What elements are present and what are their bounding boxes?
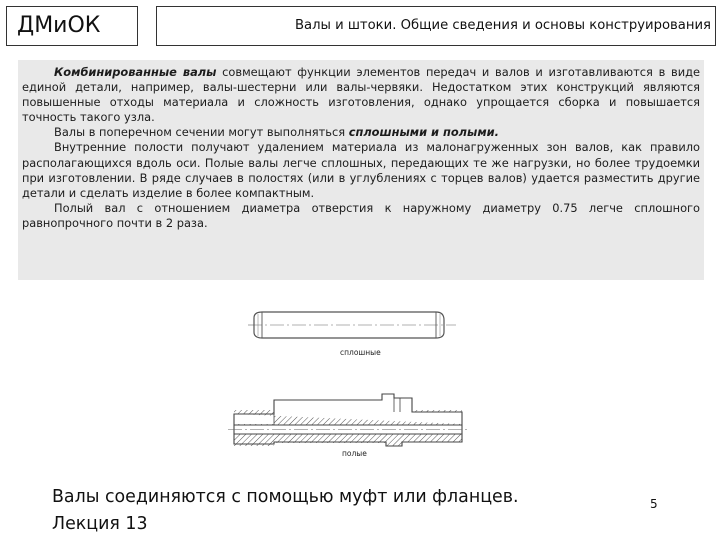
slide-header <box>0 0 720 52</box>
slide-title: Валы и штоки. Общие сведения и основы конструирования <box>156 6 716 46</box>
paragraph-internal-cavities: Внутренние полости получают удалением материала из малонагруженных зон валов, как правило располагающихся вдоль оси. Полые валы легче сплошных, передающих те же нагрузки, но более трудоемки при изготовлении. В ряде случаев в полостях (или в углублениях с торцев валов) удается разместить другие детали и сделать изделие в более компактным. <box>22 140 700 200</box>
page-number: 5 <box>650 497 658 511</box>
solid-shaft-drawing <box>248 312 456 338</box>
lecture-label: Лекция 13 <box>52 514 148 534</box>
text-block <box>18 60 704 280</box>
paragraph-hollow-shaft-ratio: Полый вал с отношением диаметра отверстия к наружному диаметру 0.75 легче сплошного равнопрочного почти в 2 раза. <box>22 200 700 230</box>
footer-text <box>52 484 519 538</box>
footer-line-1: Валы соединяются с помощью муфт или фланцев. <box>52 487 519 507</box>
shaft-drawing <box>224 286 486 476</box>
term-solid-hollow: сплошными и полыми. <box>348 125 499 140</box>
caption-solid: сплошные <box>340 348 381 357</box>
paragraph-cross-section <box>22 125 700 140</box>
caption-hollow: полые <box>342 449 367 458</box>
term-combined-shafts: Комбинированные валы <box>54 65 217 79</box>
paragraph-combined-shafts <box>22 65 700 125</box>
paragraph-2-text: Валы в поперечном сечении могут выполняться <box>54 125 349 140</box>
paragraph-1-text: совмещают функции элементов передач и валов и изготавливаются в виде единой детали, например, валы-шестерни или валы-червяки. Недостатком этих конструкций являются повышенные отходы материала и сложность изготовления, однако упрощается сборка и повышается точность такого узла. <box>22 65 700 125</box>
course-logo: ДМиОК <box>6 6 138 46</box>
hollow-shaft-drawing <box>228 394 470 446</box>
shaft-figure <box>224 286 486 476</box>
